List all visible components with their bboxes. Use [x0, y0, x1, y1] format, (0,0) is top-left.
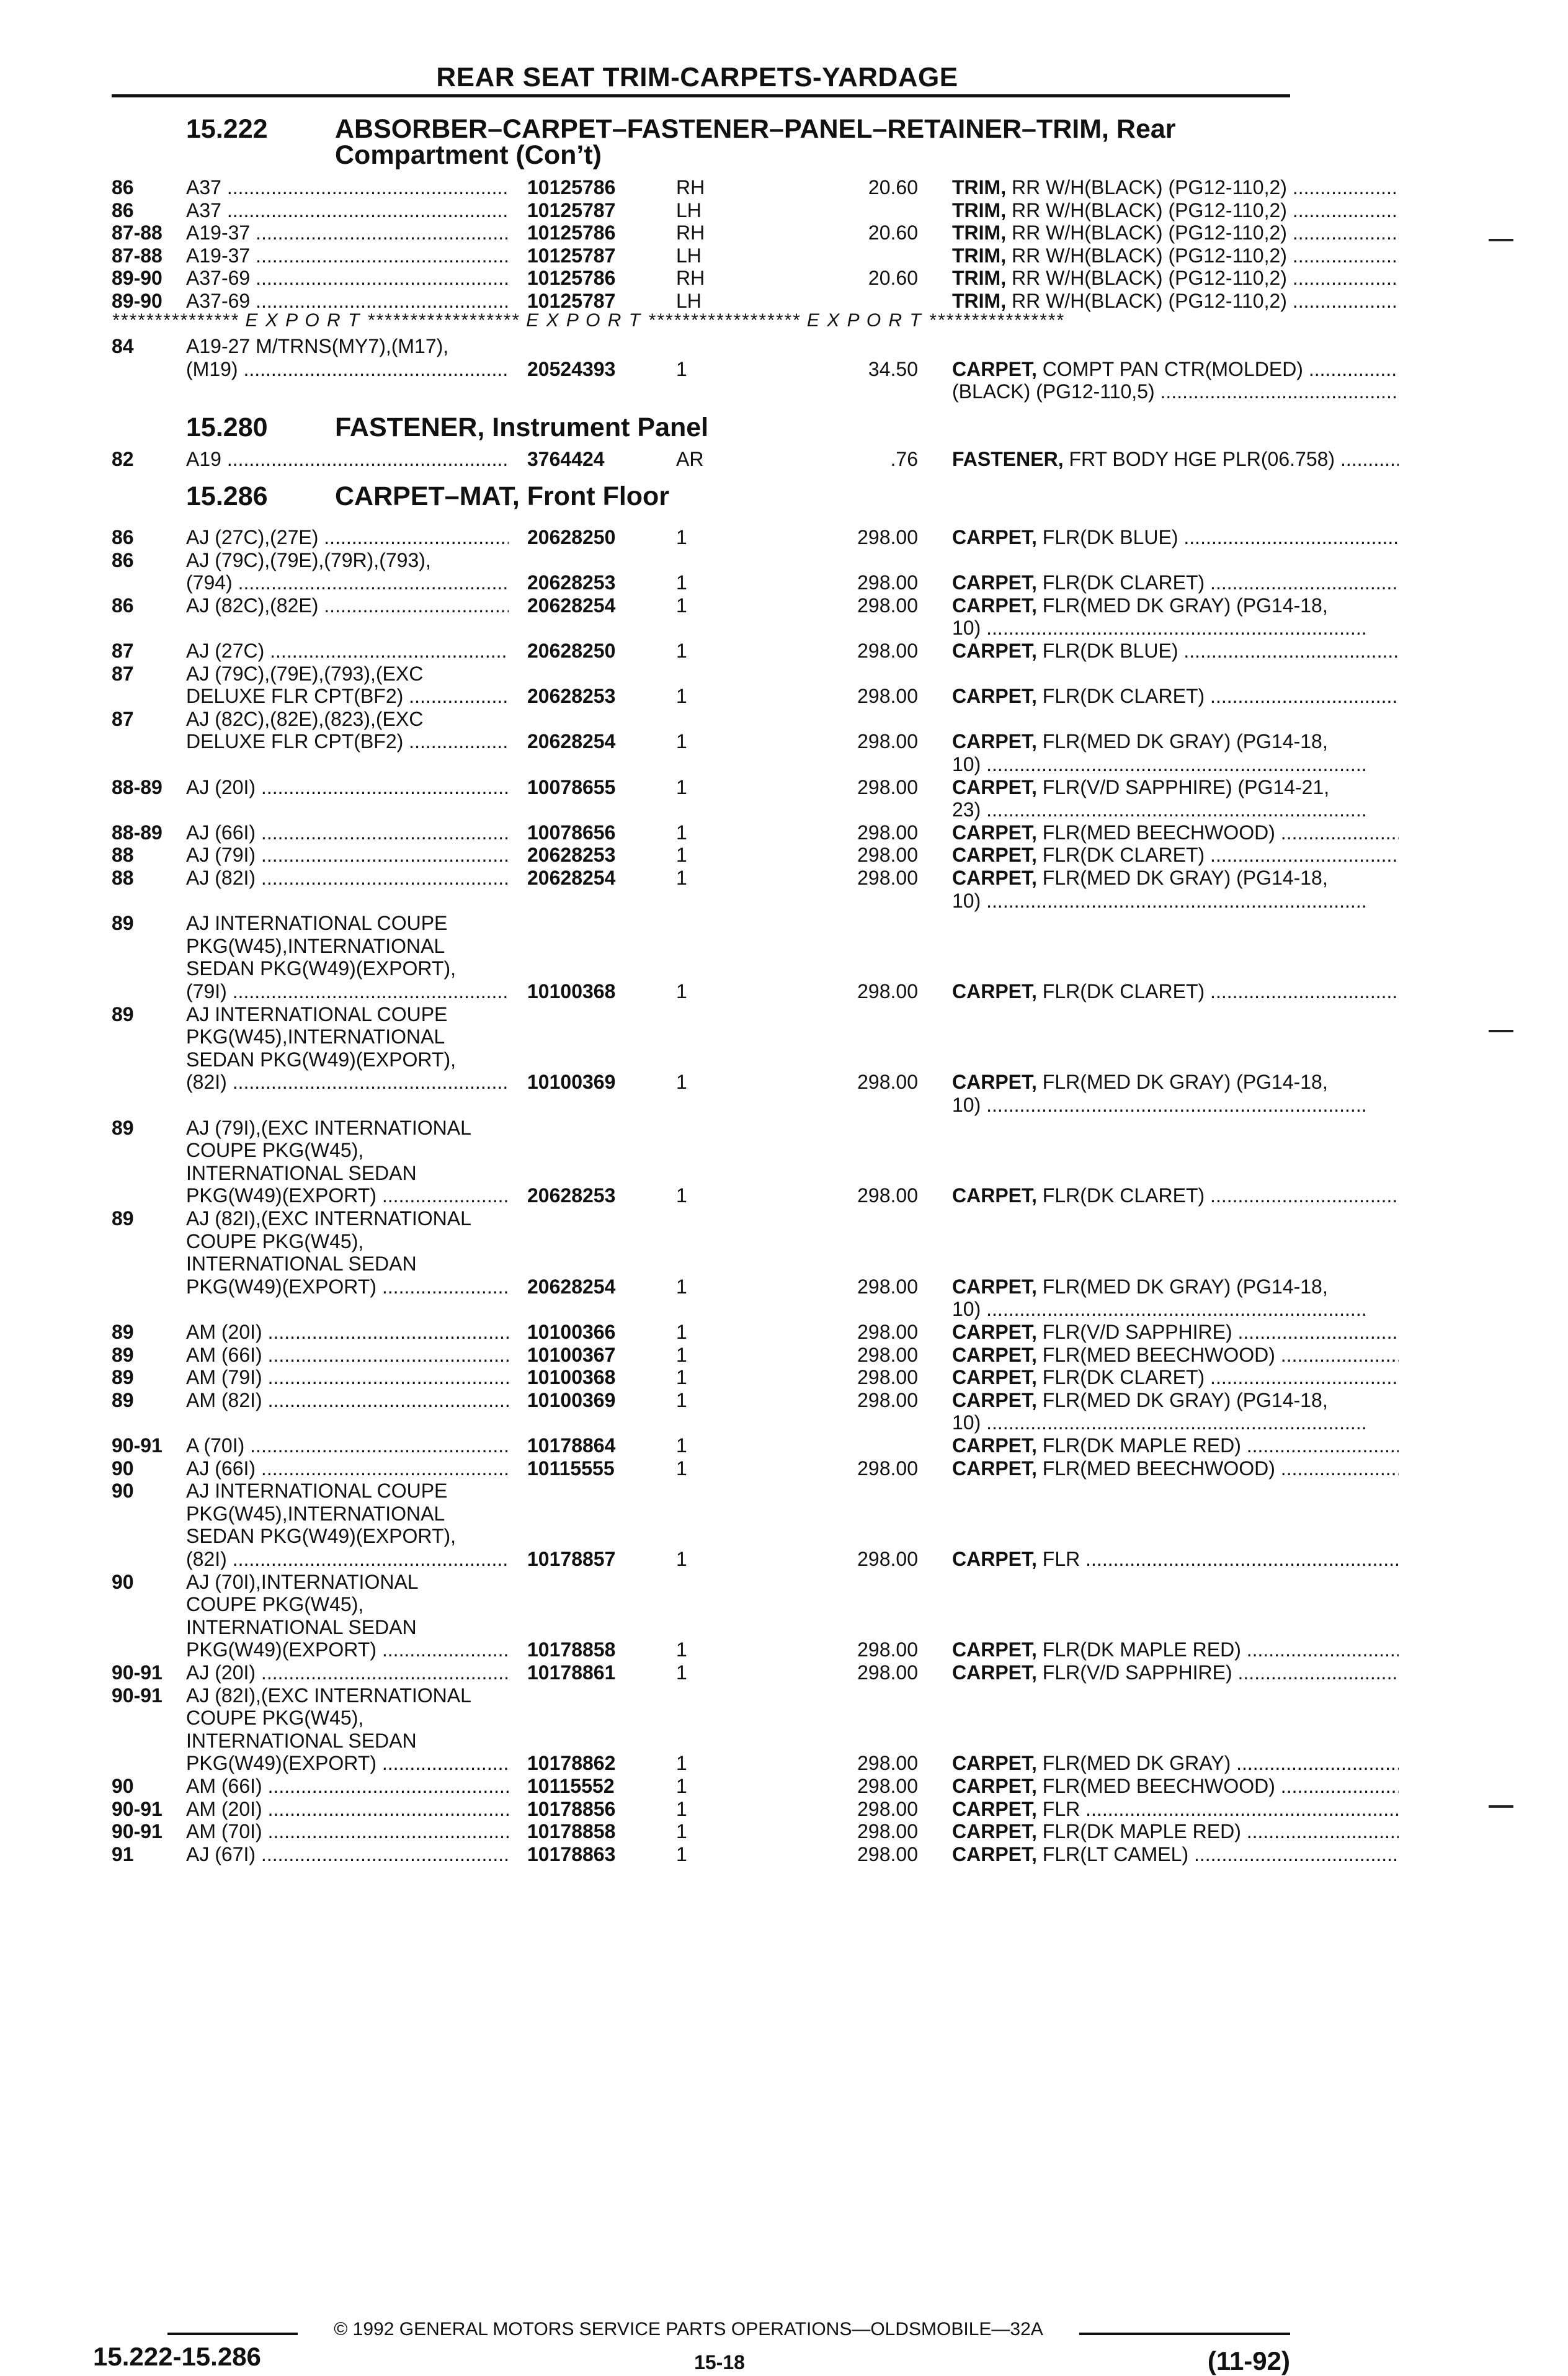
price: 298.00	[857, 1184, 918, 1207]
model-year: 87-88	[112, 244, 163, 267]
price: 298.00	[857, 1638, 918, 1661]
quantity: 1	[676, 685, 687, 708]
price: 298.00	[857, 867, 918, 889]
part-description: 10) .....	[952, 753, 1399, 775]
price: .76	[890, 448, 918, 470]
footer-rule-left	[167, 2333, 298, 2335]
quantity: LH	[676, 290, 702, 312]
model-year: 89	[112, 1343, 134, 1366]
section-title: FASTENER, Instrument Panel	[335, 413, 709, 442]
part-description: CARPET, FLR(V/D SAPPHIRE) .....	[952, 1321, 1399, 1343]
quantity: 1	[676, 1797, 687, 1820]
price: 298.00	[857, 1275, 918, 1298]
vehicle-description: AJ INTERNATIONAL COUPE	[186, 1003, 448, 1025]
quantity: 1	[676, 1457, 687, 1480]
vehicle-description: COUPE PKG(W45),	[186, 1707, 364, 1730]
price: 298.00	[857, 1548, 918, 1570]
part-number: 10100368	[527, 1366, 616, 1389]
vehicle-description: INTERNATIONAL SEDAN	[186, 1253, 417, 1275]
part-number: 10100369	[527, 1071, 616, 1094]
vehicle-description: AJ (66I) .....	[186, 821, 509, 844]
price: 298.00	[857, 1775, 918, 1797]
quantity: 1	[676, 1661, 687, 1684]
quantity: 1	[676, 1434, 687, 1457]
model-year: 90-91	[112, 1661, 163, 1684]
model-year: 90	[112, 1457, 134, 1480]
model-year: 89	[112, 1116, 134, 1139]
part-number: 20628253	[527, 571, 616, 594]
vehicle-description: AJ (79I) .....	[186, 844, 509, 866]
part-number: 10125787	[527, 244, 616, 267]
part-description: CARPET, FLR(DK BLUE) .....	[952, 526, 1399, 548]
price: 20.60	[868, 267, 918, 290]
part-description: CARPET, FLR(DK CLARET) .....	[952, 1366, 1399, 1388]
part-description: TRIM, RR W/H(BLACK) (PG12-110,2) .....	[952, 290, 1399, 312]
vehicle-description: (794) .....	[186, 571, 509, 594]
quantity: LH	[676, 199, 702, 221]
vehicle-description: AJ (66I) .....	[186, 1457, 509, 1480]
vehicle-description: (79I) .....	[186, 980, 509, 1003]
quantity: 1	[676, 867, 687, 889]
part-description: 10) .....	[952, 617, 1399, 639]
vehicle-description: A (70I) .....	[186, 1434, 509, 1457]
part-description: CARPET, FLR(DK CLARET) .....	[952, 844, 1399, 866]
price: 298.00	[857, 640, 918, 662]
part-number: 20628253	[527, 844, 616, 867]
model-year: 86	[112, 548, 134, 571]
vehicle-description: AJ (82C),(82E) .....	[186, 594, 509, 617]
price: 298.00	[857, 1842, 918, 1865]
part-description: CARPET, FLR(MED DK GRAY) (PG14-18,	[952, 1388, 1328, 1411]
price: 298.00	[857, 1321, 918, 1343]
model-year: 84	[112, 335, 134, 357]
quantity: 1	[676, 1388, 687, 1411]
quantity: 1	[676, 1184, 687, 1207]
part-description: TRIM, RR W/H(BLACK) (PG12-110,2) .....	[952, 221, 1399, 244]
part-description: CARPET, FLR(MED BEECHWOOD) .....	[952, 1344, 1399, 1366]
part-number: 10125786	[527, 267, 616, 290]
price: 298.00	[857, 1820, 918, 1843]
part-number: 20628253	[527, 1184, 616, 1207]
part-number: 20628254	[527, 730, 616, 753]
part-description: TRIM, RR W/H(BLACK) (PG12-110,2) .....	[952, 267, 1399, 289]
page-number: 15-18	[694, 2351, 745, 2374]
model-year: 86	[112, 594, 134, 617]
part-description: CARPET, FLR(MED BEECHWOOD) .....	[952, 1457, 1399, 1480]
model-year: 87	[112, 662, 134, 685]
quantity: 1	[676, 1752, 687, 1775]
vehicle-description: AM (20I) .....	[186, 1321, 509, 1343]
quantity: LH	[676, 244, 702, 267]
quantity: AR	[676, 448, 704, 470]
price: 298.00	[857, 1343, 918, 1366]
model-year: 90-91	[112, 1434, 163, 1457]
section-number: 15.222	[186, 114, 268, 144]
vehicle-description: INTERNATIONAL SEDAN	[186, 1615, 417, 1638]
vehicle-description: AJ INTERNATIONAL COUPE	[186, 1480, 448, 1503]
model-year: 90	[112, 1480, 134, 1503]
quantity: 1	[676, 844, 687, 867]
margin-tick	[1489, 239, 1513, 241]
price: 298.00	[857, 526, 918, 548]
model-year: 91	[112, 1842, 134, 1865]
footer-rule-right	[1079, 2333, 1290, 2335]
price: 298.00	[857, 844, 918, 867]
part-description: CARPET, FLR(DK CLARET) .....	[952, 571, 1399, 594]
vehicle-description: (M19) .....	[186, 358, 509, 380]
part-description: CARPET, FLR(DK BLUE) .....	[952, 640, 1399, 662]
quantity: 1	[676, 1548, 687, 1570]
page-title: REAR SEAT TRIM-CARPETS-YARDAGE	[436, 62, 958, 92]
quantity: 1	[676, 821, 687, 844]
margin-tick	[1489, 1030, 1513, 1032]
part-number: 10178858	[527, 1638, 616, 1661]
quantity: 1	[676, 594, 687, 617]
model-year: 89	[112, 1003, 134, 1025]
part-description: CARPET, FLR(V/D SAPPHIRE) .....	[952, 1661, 1399, 1684]
part-description: 23) .....	[952, 798, 1399, 821]
part-description: 10) .....	[952, 1298, 1399, 1320]
model-year: 90	[112, 1775, 134, 1797]
part-number: 10125787	[527, 199, 616, 221]
model-year: 88	[112, 844, 134, 867]
part-description: CARPET, FLR(DK CLARET) .....	[952, 685, 1399, 707]
quantity: 1	[676, 1321, 687, 1343]
price: 298.00	[857, 980, 918, 1003]
part-number: 10100367	[527, 1343, 616, 1366]
vehicle-description: AJ (79C),(79E),(793),(EXC	[186, 662, 424, 685]
part-number: 10100366	[527, 1321, 616, 1343]
part-number: 10125787	[527, 290, 616, 312]
header-rule	[112, 94, 1290, 97]
quantity: 1	[676, 571, 687, 594]
vehicle-description: COUPE PKG(W45),	[186, 1593, 364, 1616]
part-description: TRIM, RR W/H(BLACK) (PG12-110,2) .....	[952, 176, 1399, 199]
vehicle-description: INTERNATIONAL SEDAN	[186, 1729, 417, 1752]
vehicle-description: DELUXE FLR CPT(BF2) .....	[186, 730, 509, 753]
price: 298.00	[857, 1661, 918, 1684]
model-year: 88	[112, 867, 134, 889]
vehicle-description: PKG(W49)(EXPORT) .....	[186, 1184, 509, 1207]
vehicle-description: AJ (79I),(EXC INTERNATIONAL	[186, 1116, 471, 1139]
quantity: 1	[676, 526, 687, 548]
model-year: 90-91	[112, 1684, 163, 1707]
vehicle-description: AM (82I) .....	[186, 1389, 509, 1411]
vehicle-description: AM (20I) .....	[186, 1798, 509, 1820]
part-description: FASTENER, FRT BODY HGE PLR(06.758) .....	[952, 448, 1399, 470]
model-year: 89	[112, 912, 134, 935]
vehicle-description: SEDAN PKG(W49)(EXPORT),	[186, 957, 457, 980]
part-number: 10115552	[527, 1775, 615, 1797]
price: 298.00	[857, 685, 918, 708]
vehicle-description: AJ (67I) .....	[186, 1843, 509, 1865]
part-number: 10178864	[527, 1434, 616, 1457]
part-number: 10125786	[527, 221, 616, 244]
part-description: CARPET, FLR(V/D SAPPHIRE) (PG14-21,	[952, 775, 1330, 798]
price: 34.50	[868, 357, 918, 380]
part-description: CARPET, FLR(MED DK GRAY) (PG14-18,	[952, 1071, 1328, 1094]
vehicle-description: (82I) .....	[186, 1548, 509, 1570]
price: 298.00	[857, 1071, 918, 1094]
revision-date: (11-92)	[1207, 2346, 1290, 2375]
vehicle-description: PKG(W45),INTERNATIONAL	[186, 1025, 445, 1048]
section-title: CARPET–MAT, Front Floor	[335, 481, 670, 511]
section-title: ABSORBER–CARPET–FASTENER–PANEL–RETAINER–TRIM, Rear	[335, 114, 1176, 144]
part-description: CARPET, FLR(DK CLARET) .....	[952, 980, 1399, 1003]
vehicle-description: A19 .....	[186, 448, 509, 470]
part-number: 3764424	[527, 448, 605, 470]
section-title-continued: Compartment (Con’t)	[335, 140, 602, 170]
price: 298.00	[857, 1457, 918, 1480]
vehicle-description: AJ (70I),INTERNATIONAL	[186, 1570, 419, 1593]
part-number: 10100369	[527, 1388, 616, 1411]
quantity: 1	[676, 640, 687, 662]
model-year: 89	[112, 1321, 134, 1343]
part-description: CARPET, FLR(DK CLARET) .....	[952, 1184, 1399, 1207]
price: 20.60	[868, 221, 918, 244]
model-year: 90	[112, 1570, 134, 1593]
price: 298.00	[857, 1366, 918, 1389]
quantity: RH	[676, 176, 705, 199]
margin-tick	[1489, 1805, 1513, 1808]
part-description: CARPET, FLR(MED DK GRAY) (PG14-18,	[952, 1275, 1328, 1298]
price: 298.00	[857, 594, 918, 617]
part-description: CARPET, FLR(MED DK GRAY) .....	[952, 1752, 1399, 1774]
part-description: TRIM, RR W/H(BLACK) (PG12-110,2) .....	[952, 244, 1399, 267]
part-number: 20628250	[527, 526, 616, 548]
vehicle-description: AJ (82I),(EXC INTERNATIONAL	[186, 1207, 471, 1230]
part-number: 20628253	[527, 685, 616, 708]
vehicle-description: AM (66I) .....	[186, 1775, 509, 1797]
part-description: CARPET, FLR(MED DK GRAY) (PG14-18,	[952, 594, 1328, 617]
model-year: 86	[112, 526, 134, 548]
part-number: 20628254	[527, 1275, 616, 1298]
quantity: 1	[676, 1820, 687, 1843]
model-year: 89	[112, 1366, 134, 1389]
part-number: 10178863	[527, 1842, 616, 1865]
vehicle-description: A19-37 .....	[186, 244, 509, 267]
part-description: CARPET, COMPT PAN CTR(MOLDED) .....	[952, 358, 1399, 380]
part-description: CARPET, FLR(DK MAPLE RED) .....	[952, 1820, 1399, 1842]
part-number: 10115555	[527, 1457, 615, 1480]
vehicle-description: PKG(W45),INTERNATIONAL	[186, 934, 445, 957]
quantity: 1	[676, 1366, 687, 1389]
part-description: CARPET, FLR(DK MAPLE RED) .....	[952, 1638, 1399, 1661]
part-description: CARPET, FLR .....	[952, 1798, 1399, 1820]
part-number: 20628254	[527, 594, 616, 617]
vehicle-description: A37 .....	[186, 199, 509, 221]
vehicle-description: AJ (27C),(27E) .....	[186, 526, 509, 548]
vehicle-description: A37-69 .....	[186, 290, 509, 312]
model-year: 87	[112, 640, 134, 662]
part-number: 20628254	[527, 867, 616, 889]
vehicle-description: PKG(W49)(EXPORT) .....	[186, 1638, 509, 1661]
quantity: RH	[676, 267, 705, 290]
model-year: 89-90	[112, 267, 163, 290]
quantity: 1	[676, 1638, 687, 1661]
vehicle-description: PKG(W49)(EXPORT) .....	[186, 1752, 509, 1774]
part-description: 10) .....	[952, 1411, 1399, 1434]
section-number: 15.280	[186, 413, 268, 442]
part-number: 10078655	[527, 775, 616, 798]
part-number: 20524393	[527, 357, 616, 380]
export-banner: *************** E X P O R T ****************** E X P O R T ****************** E X P O R T ****************	[112, 310, 1064, 331]
section-range: 15.222-15.286	[93, 2342, 261, 2371]
part-description: CARPET, FLR(DK MAPLE RED) .....	[952, 1434, 1399, 1457]
vehicle-description: AJ INTERNATIONAL COUPE	[186, 912, 448, 935]
part-description: CARPET, FLR(LT CAMEL) .....	[952, 1843, 1399, 1865]
vehicle-description: PKG(W45),INTERNATIONAL	[186, 1502, 445, 1525]
part-description: CARPET, FLR .....	[952, 1548, 1399, 1570]
model-year: 82	[112, 448, 134, 470]
price: 298.00	[857, 1797, 918, 1820]
vehicle-description: AJ (20I) .....	[186, 776, 509, 798]
vehicle-description: AM (70I) .....	[186, 1820, 509, 1842]
vehicle-description: (82I) .....	[186, 1071, 509, 1093]
quantity: 1	[676, 1343, 687, 1366]
model-year: 89	[112, 1388, 134, 1411]
part-description: CARPET, FLR(MED DK GRAY) (PG14-18,	[952, 867, 1328, 889]
part-number: 10178856	[527, 1797, 616, 1820]
price: 298.00	[857, 1388, 918, 1411]
copyright: © 1992 GENERAL MOTORS SERVICE PARTS OPERATIONS—OLDSMOBILE—32A	[334, 2319, 1043, 2339]
price: 298.00	[857, 775, 918, 798]
vehicle-description: A19-37 .....	[186, 221, 509, 244]
quantity: 1	[676, 1775, 687, 1797]
vehicle-description: COUPE PKG(W45),	[186, 1139, 364, 1162]
quantity: 1	[676, 775, 687, 798]
price: 298.00	[857, 571, 918, 594]
vehicle-description: SEDAN PKG(W49)(EXPORT),	[186, 1525, 457, 1548]
part-number: 10100368	[527, 980, 616, 1003]
vehicle-description: AJ (82I),(EXC INTERNATIONAL	[186, 1684, 471, 1707]
model-year: 89	[112, 1207, 134, 1230]
part-description: TRIM, RR W/H(BLACK) (PG12-110,2) .....	[952, 199, 1399, 221]
part-number: 10078656	[527, 821, 616, 844]
vehicle-description: INTERNATIONAL SEDAN	[186, 1161, 417, 1184]
part-description: 10) .....	[952, 1094, 1399, 1116]
section-number: 15.286	[186, 481, 268, 511]
model-year: 89-90	[112, 290, 163, 312]
model-year: 86	[112, 176, 134, 199]
model-year: 90-91	[112, 1797, 163, 1820]
model-year: 90-91	[112, 1820, 163, 1843]
quantity: 1	[676, 1842, 687, 1865]
model-year: 88-89	[112, 775, 163, 798]
model-year: 88-89	[112, 821, 163, 844]
part-number: 10178858	[527, 1820, 616, 1843]
vehicle-description: A37 .....	[186, 176, 509, 199]
quantity: 1	[676, 357, 687, 380]
part-number: 10178861	[527, 1661, 616, 1684]
vehicle-description: AJ (27C) .....	[186, 640, 509, 662]
quantity: 1	[676, 1071, 687, 1094]
vehicle-description: SEDAN PKG(W49)(EXPORT),	[186, 1048, 457, 1071]
model-year: 86	[112, 199, 134, 221]
price: 298.00	[857, 1752, 918, 1775]
vehicle-description: AM (66I) .....	[186, 1344, 509, 1366]
quantity: 1	[676, 980, 687, 1003]
part-description: CARPET, FLR(MED DK GRAY) (PG14-18,	[952, 730, 1328, 753]
quantity: 1	[676, 1275, 687, 1298]
part-description: (BLACK) (PG12-110,5) .....	[952, 380, 1399, 403]
price: 298.00	[857, 821, 918, 844]
vehicle-description: AM (79I) .....	[186, 1366, 509, 1388]
vehicle-description: A19-27 M/TRNS(MY7),(M17),	[186, 335, 449, 357]
part-description: CARPET, FLR(MED BEECHWOOD) .....	[952, 821, 1399, 844]
part-description: 10) .....	[952, 890, 1399, 912]
model-year: 87	[112, 707, 134, 730]
price: 20.60	[868, 176, 918, 199]
part-number: 20628250	[527, 640, 616, 662]
price: 298.00	[857, 730, 918, 753]
vehicle-description: PKG(W49)(EXPORT) .....	[186, 1275, 509, 1298]
quantity: 1	[676, 730, 687, 753]
vehicle-description: AJ (79C),(79E),(79R),(793),	[186, 548, 431, 571]
vehicle-description: AJ (82C),(82E),(823),(EXC	[186, 707, 424, 730]
part-number: 10178857	[527, 1548, 616, 1570]
vehicle-description: DELUXE FLR CPT(BF2) .....	[186, 685, 509, 707]
vehicle-description: AJ (82I) .....	[186, 867, 509, 889]
part-description: CARPET, FLR(MED BEECHWOOD) .....	[952, 1775, 1399, 1797]
model-year: 87-88	[112, 221, 163, 244]
part-number: 10125786	[527, 176, 616, 199]
part-number: 10178862	[527, 1752, 616, 1775]
vehicle-description: A37-69 .....	[186, 267, 509, 289]
vehicle-description: AJ (20I) .....	[186, 1661, 509, 1684]
quantity: RH	[676, 221, 705, 244]
vehicle-description: COUPE PKG(W45),	[186, 1230, 364, 1253]
